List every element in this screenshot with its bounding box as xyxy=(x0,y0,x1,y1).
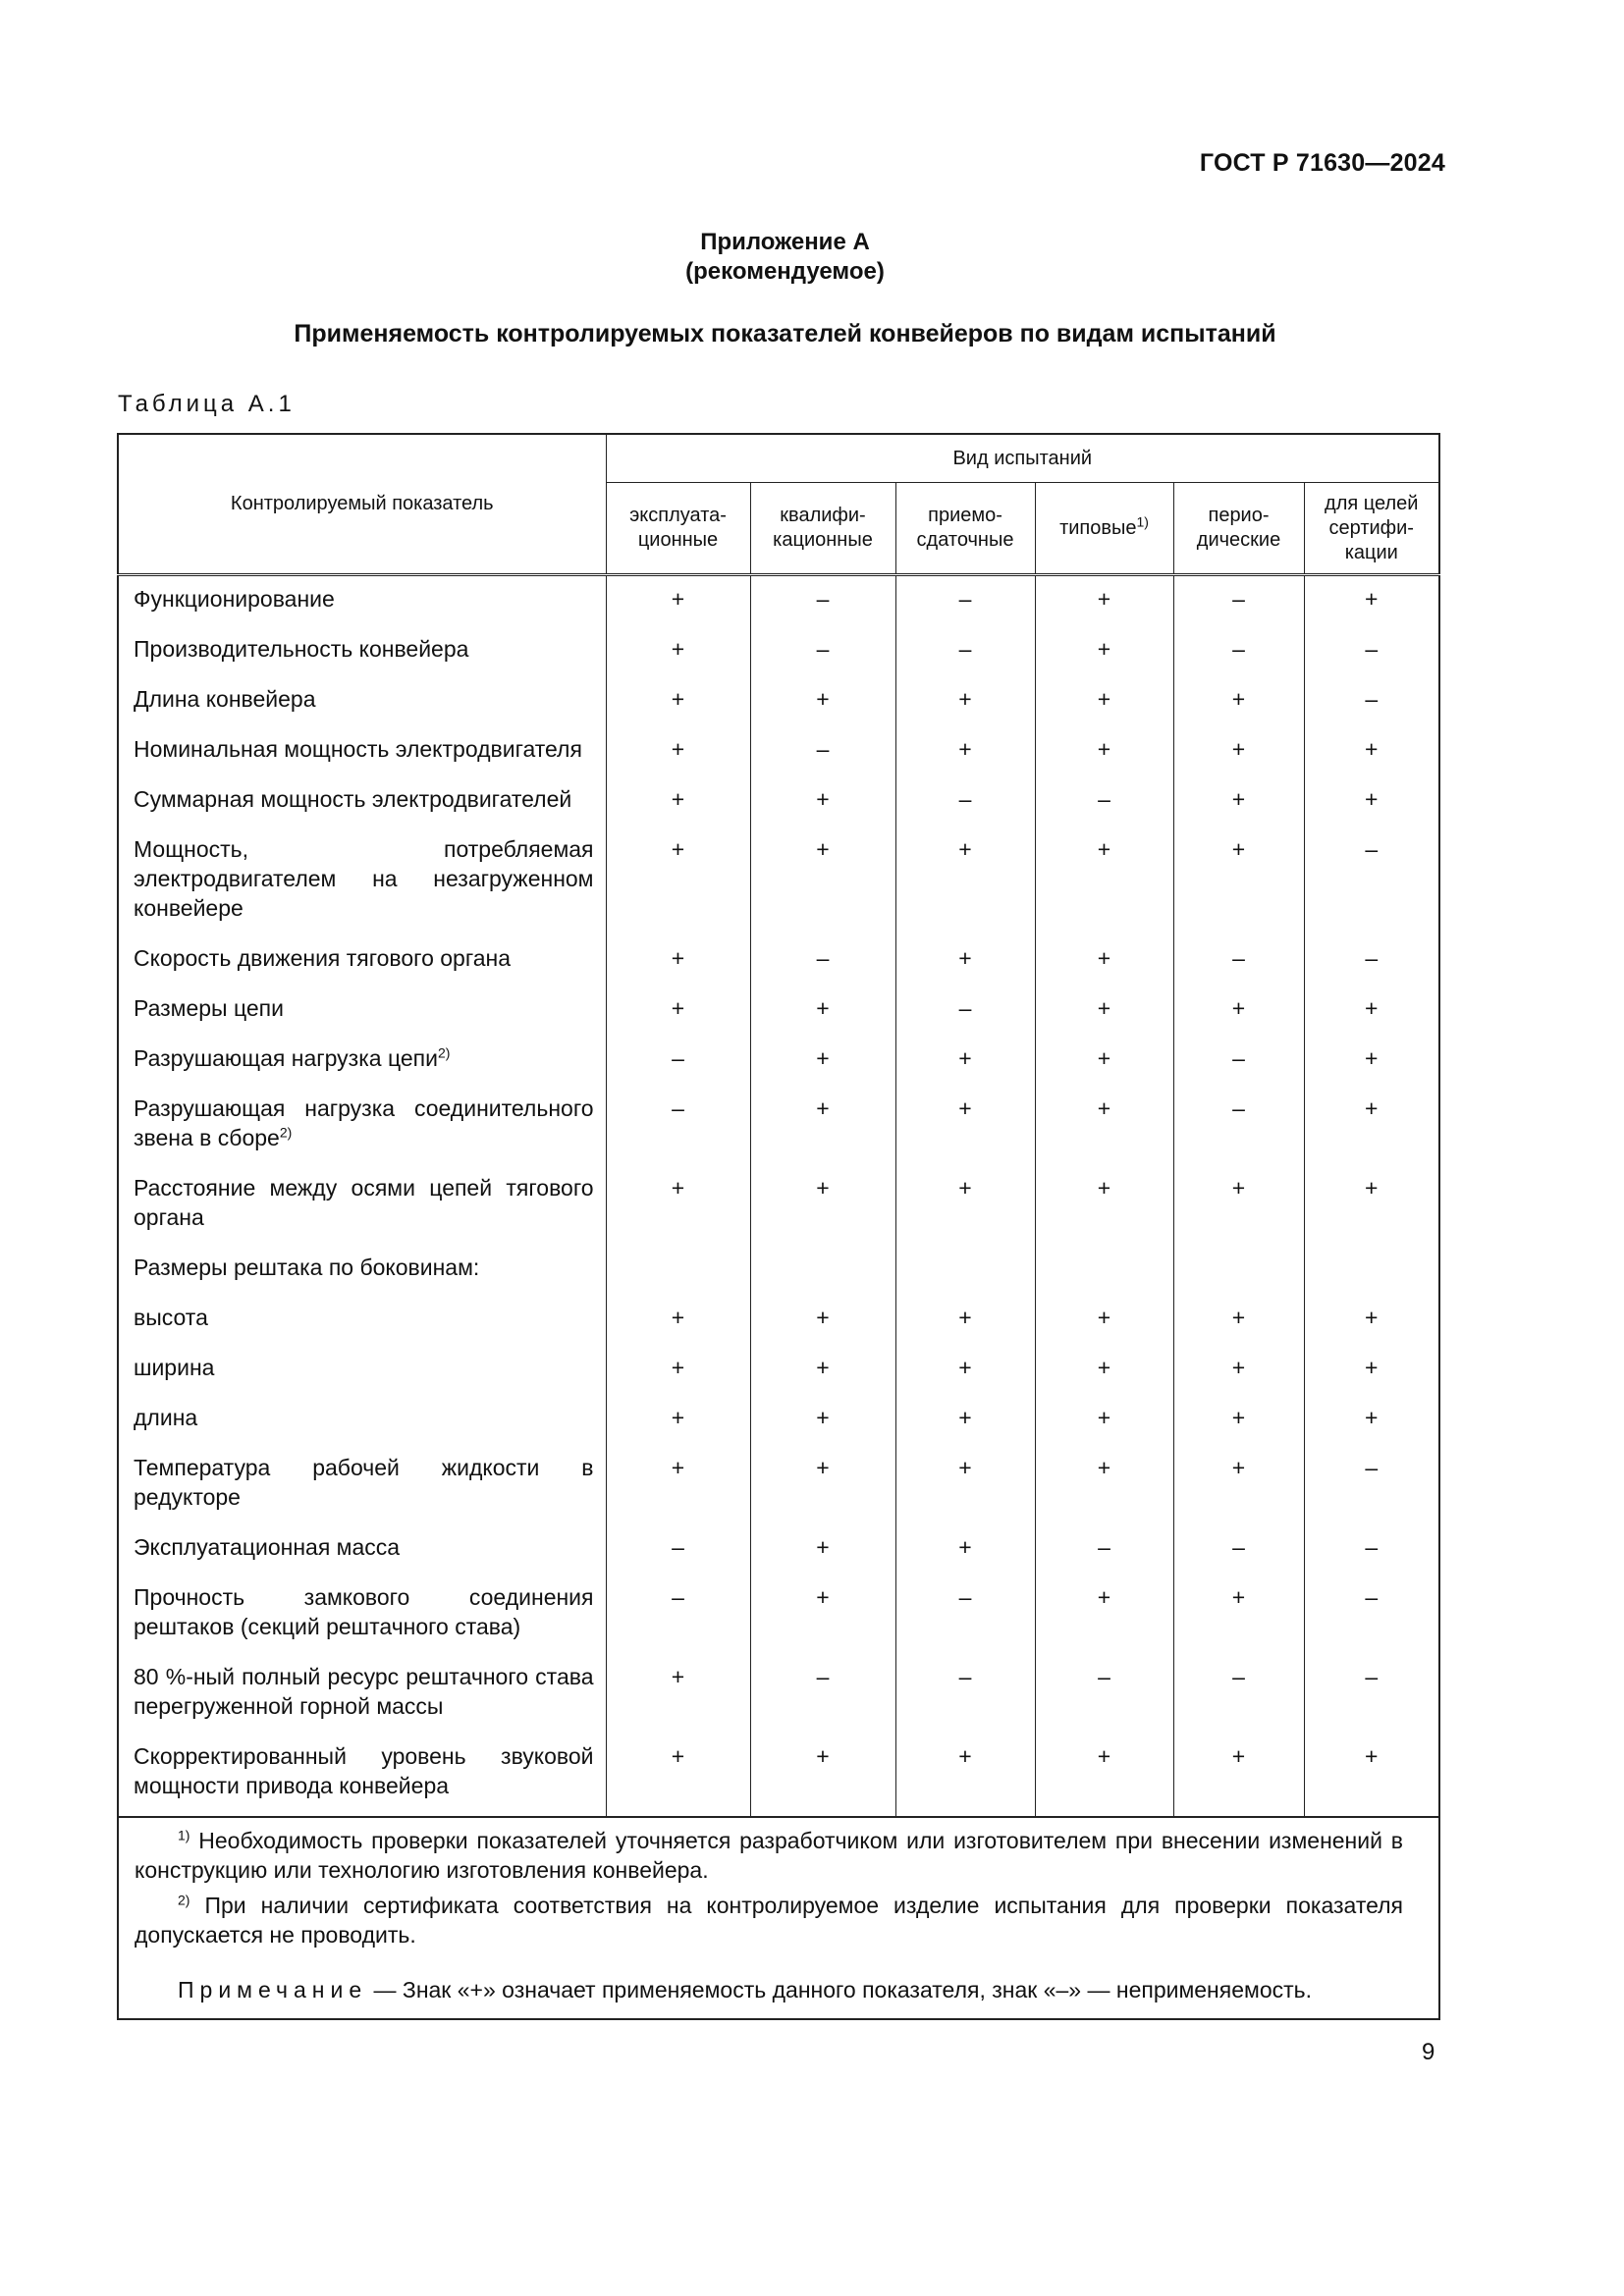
table-row xyxy=(118,1039,1439,1089)
parameter-name: Длина конвейера xyxy=(134,686,316,712)
applicability-cell: + xyxy=(895,679,1035,729)
parameter-name: Номинальная мощность электродвигателя xyxy=(134,736,582,762)
parameter-name: Суммарная мощность электродвигателей xyxy=(134,786,572,812)
applicability-cell: + xyxy=(1304,729,1439,779)
applicability-cell: + xyxy=(1035,629,1173,679)
parameter-name: длина xyxy=(134,1405,198,1430)
applicability-cell: – xyxy=(606,1527,750,1577)
table-row xyxy=(118,575,1439,630)
applicability-cell: – xyxy=(1173,1089,1304,1168)
applicability-cell: + xyxy=(1035,938,1173,988)
applicability-cell: + xyxy=(750,1398,895,1448)
applicability-cell: – xyxy=(1173,629,1304,679)
applicability-cell: + xyxy=(1035,988,1173,1039)
applicability-cell: + xyxy=(1173,1298,1304,1348)
applicability-cell: – xyxy=(895,779,1035,829)
test-type-column-header xyxy=(895,483,1035,575)
parameter-cell xyxy=(118,1398,606,1448)
applicability-cell: + xyxy=(750,1298,895,1348)
applicability-cell: + xyxy=(1304,575,1439,630)
applicability-cell: + xyxy=(750,1168,895,1248)
parameter-name: Размеры рештака по боковинам: xyxy=(134,1255,480,1280)
applicability-cell: + xyxy=(895,1168,1035,1248)
applicability-cell: + xyxy=(1173,1448,1304,1527)
applicability-cell: – xyxy=(1304,1448,1439,1527)
applicability-cell: + xyxy=(750,1348,895,1398)
parameter-cell xyxy=(118,1168,606,1248)
applicability-cell: + xyxy=(1304,1039,1439,1089)
applicability-cell: – xyxy=(1304,679,1439,729)
applicability-cell: – xyxy=(606,1039,750,1089)
parameter-cell xyxy=(118,1248,606,1298)
table-footnotes xyxy=(118,1817,1439,2019)
table-row xyxy=(118,1298,1439,1348)
applicability-cell: – xyxy=(1035,1657,1173,1736)
applicability-cell: – xyxy=(606,1089,750,1168)
applicability-cell: + xyxy=(1035,1577,1173,1657)
appendix-title: Приложение А xyxy=(700,229,870,255)
applicability-table-container xyxy=(117,433,1438,2020)
applicability-cell: + xyxy=(750,988,895,1039)
applicability-cell xyxy=(895,1248,1035,1298)
applicability-cell: + xyxy=(1035,1089,1173,1168)
table-row xyxy=(118,779,1439,829)
applicability-cell: + xyxy=(895,938,1035,988)
applicability-cell: + xyxy=(895,1089,1035,1168)
applicability-cell: + xyxy=(606,1298,750,1348)
appendix-subtitle: (рекомендуемое) xyxy=(685,258,885,285)
parameter-cell xyxy=(118,938,606,988)
applicability-cell: + xyxy=(750,679,895,729)
applicability-cell: – xyxy=(895,575,1035,630)
parameter-name: Размеры цепи xyxy=(134,995,284,1021)
applicability-cell: + xyxy=(1173,1398,1304,1448)
footnote-marker: 2) xyxy=(178,1892,190,1908)
applicability-cell: – xyxy=(750,629,895,679)
appendix-heading xyxy=(0,228,1570,287)
applicability-cell: + xyxy=(1035,729,1173,779)
footnote xyxy=(135,1891,1403,1949)
applicability-cell: – xyxy=(750,729,895,779)
table-row xyxy=(118,679,1439,729)
applicability-cell: – xyxy=(750,575,895,630)
table-row xyxy=(118,1168,1439,1248)
parameter-cell xyxy=(118,779,606,829)
applicability-cell: + xyxy=(1173,1736,1304,1817)
test-type-column-header xyxy=(606,483,750,575)
parameter-cell xyxy=(118,1039,606,1089)
footnote-marker: 1) xyxy=(178,1827,190,1843)
parameter-cell xyxy=(118,1298,606,1348)
parameter-cell xyxy=(118,1577,606,1657)
applicability-cell: – xyxy=(1173,1039,1304,1089)
page-number: 9 xyxy=(1422,2039,1435,2065)
table-row xyxy=(118,988,1439,1039)
applicability-cell: + xyxy=(895,1527,1035,1577)
applicability-cell: + xyxy=(606,729,750,779)
applicability-cell: – xyxy=(1173,1657,1304,1736)
applicability-cell: – xyxy=(1035,1527,1173,1577)
parameter-name: Мощность, потребляемая электродвигателем на незагруженном конвейере xyxy=(134,836,594,921)
applicability-cell xyxy=(750,1248,895,1298)
applicability-cell: + xyxy=(1173,988,1304,1039)
applicability-cell: – xyxy=(895,629,1035,679)
applicability-cell: + xyxy=(606,1448,750,1527)
applicability-cell: – xyxy=(895,988,1035,1039)
table-row xyxy=(118,829,1439,938)
applicability-cell: + xyxy=(750,829,895,938)
applicability-cell: – xyxy=(1304,1577,1439,1657)
applicability-cell: + xyxy=(750,779,895,829)
parameter-name: Скорость движения тягового органа xyxy=(134,945,512,971)
applicability-cell: + xyxy=(750,1527,895,1577)
table-row xyxy=(118,629,1439,679)
applicability-cell: + xyxy=(750,1577,895,1657)
applicability-cell: + xyxy=(1173,729,1304,779)
footnote-text: При наличии сертификата соответствия на контролируемое изделие испытания для проверки показателя допускается не проводить. xyxy=(135,1893,1403,1948)
test-type-group-header: Вид испытаний xyxy=(606,434,1439,483)
parameter-name: ширина xyxy=(134,1355,215,1380)
applicability-cell xyxy=(1035,1248,1173,1298)
applicability-cell: + xyxy=(895,1348,1035,1398)
parameter-name: 80 %-ный полный ресурс рештачного става перегруженной горной массы xyxy=(134,1664,594,1719)
applicability-cell xyxy=(606,1248,750,1298)
applicability-table xyxy=(117,433,1440,2020)
applicability-cell: + xyxy=(1304,1298,1439,1348)
applicability-cell: + xyxy=(1035,1448,1173,1527)
parameter-cell xyxy=(118,829,606,938)
applicability-cell xyxy=(1173,1248,1304,1298)
column-header-label: для целей сертифи- кации xyxy=(1325,492,1419,563)
parameter-cell xyxy=(118,1736,606,1817)
applicability-cell: + xyxy=(1035,1398,1173,1448)
table-row xyxy=(118,938,1439,988)
applicability-cell: – xyxy=(750,938,895,988)
applicability-cell: – xyxy=(895,1657,1035,1736)
footnote-marker: 1) xyxy=(1136,512,1149,529)
table-row xyxy=(118,1248,1439,1298)
applicability-cell: – xyxy=(895,1577,1035,1657)
applicability-cell: – xyxy=(1304,629,1439,679)
test-type-column-header xyxy=(1173,483,1304,575)
parameter-name: Прочность замкового соединения рештаков (секций рештачного става) xyxy=(134,1584,594,1639)
parameter-name: Скорректированный уровень звуковой мощности привода конвейера xyxy=(134,1743,594,1798)
column-header-label: типовые xyxy=(1059,516,1137,539)
parameter-name: Производительность конвейера xyxy=(134,636,469,662)
applicability-cell: + xyxy=(895,1398,1035,1448)
table-row xyxy=(118,1527,1439,1577)
table-row xyxy=(118,1348,1439,1398)
applicability-cell: + xyxy=(606,938,750,988)
note-text: — Знак «+» означает применяемость данного показателя, знак «–» — неприменяемость. xyxy=(373,1977,1313,2002)
applicability-cell: + xyxy=(606,1657,750,1736)
test-type-column-header xyxy=(1035,483,1173,575)
applicability-cell: + xyxy=(895,1298,1035,1348)
applicability-cell: + xyxy=(1173,779,1304,829)
column-header-label: перио- дические xyxy=(1196,505,1281,551)
table-row xyxy=(118,1577,1439,1657)
footnote xyxy=(135,1826,1403,1885)
applicability-cell: + xyxy=(1304,1168,1439,1248)
applicability-cell: + xyxy=(1035,575,1173,630)
document-title: Применяемость контролируемых показателей конвейеров по видам испытаний xyxy=(294,320,1276,347)
parameter-cell xyxy=(118,729,606,779)
applicability-cell xyxy=(1304,1248,1439,1298)
applicability-cell: – xyxy=(1304,1527,1439,1577)
parameter-name: Эксплуатационная масса xyxy=(134,1534,401,1560)
applicability-cell: + xyxy=(606,1168,750,1248)
column-header-label: эксплуата- ционные xyxy=(629,505,727,551)
footnote-marker: 2) xyxy=(279,1124,293,1141)
applicability-cell: – xyxy=(606,1577,750,1657)
table-row xyxy=(118,1448,1439,1527)
applicability-cell: + xyxy=(1173,679,1304,729)
applicability-cell: + xyxy=(1035,1039,1173,1089)
applicability-cell: + xyxy=(606,575,750,630)
applicability-cell: + xyxy=(1304,1348,1439,1398)
applicability-cell: + xyxy=(606,988,750,1039)
table-row xyxy=(118,729,1439,779)
applicability-cell: + xyxy=(750,1039,895,1089)
applicability-cell: + xyxy=(750,1736,895,1817)
applicability-cell: + xyxy=(606,679,750,729)
parameter-cell xyxy=(118,575,606,630)
test-type-column-header xyxy=(1304,483,1439,575)
parameter-cell xyxy=(118,988,606,1039)
table-label: Таблица А.1 xyxy=(118,391,296,417)
applicability-cell: + xyxy=(1304,1736,1439,1817)
applicability-cell: + xyxy=(895,729,1035,779)
table-row xyxy=(118,1657,1439,1736)
applicability-cell: + xyxy=(1304,779,1439,829)
applicability-cell: + xyxy=(1035,1736,1173,1817)
applicability-cell: – xyxy=(1304,829,1439,938)
parameter-name: Температура рабочей жидкости в редукторе xyxy=(134,1455,594,1510)
applicability-cell: – xyxy=(1173,938,1304,988)
applicability-cell: – xyxy=(1304,938,1439,988)
parameter-name: Функционирование xyxy=(134,586,335,612)
applicability-cell: – xyxy=(750,1657,895,1736)
applicability-cell: + xyxy=(1035,1348,1173,1398)
applicability-cell: + xyxy=(750,1089,895,1168)
applicability-cell: + xyxy=(606,1348,750,1398)
applicability-cell: + xyxy=(750,1448,895,1527)
applicability-cell: + xyxy=(1035,829,1173,938)
applicability-cell: – xyxy=(1173,575,1304,630)
note-label: Примечание xyxy=(178,1977,368,2002)
applicability-cell: – xyxy=(1035,779,1173,829)
applicability-cell: + xyxy=(895,1039,1035,1089)
table-row xyxy=(118,1736,1439,1817)
parameter-cell xyxy=(118,1657,606,1736)
parameter-cell xyxy=(118,1527,606,1577)
test-type-column-header xyxy=(750,483,895,575)
parameter-cell xyxy=(118,1089,606,1168)
applicability-cell: – xyxy=(1173,1527,1304,1577)
parameter-name: Расстояние между осями цепей тягового органа xyxy=(134,1175,594,1230)
applicability-cell: + xyxy=(1304,1089,1439,1168)
parameter-cell xyxy=(118,679,606,729)
parameter-cell xyxy=(118,1348,606,1398)
parameter-cell xyxy=(118,629,606,679)
applicability-cell: + xyxy=(606,1736,750,1817)
parameter-cell xyxy=(118,1448,606,1527)
applicability-cell: + xyxy=(895,829,1035,938)
param-column-header: Контролируемый показатель xyxy=(118,434,606,575)
column-header-label: квалифи- кационные xyxy=(773,505,873,551)
applicability-cell: + xyxy=(1173,829,1304,938)
applicability-cell: + xyxy=(606,829,750,938)
applicability-cell: + xyxy=(895,1448,1035,1527)
column-header-label: приемо- сдаточные xyxy=(916,505,1014,551)
applicability-cell: + xyxy=(1173,1577,1304,1657)
applicability-cell: + xyxy=(1173,1168,1304,1248)
parameter-name: высота xyxy=(134,1305,208,1330)
table-row xyxy=(118,1398,1439,1448)
applicability-cell: + xyxy=(1304,988,1439,1039)
applicability-cell: + xyxy=(1035,679,1173,729)
footnote-text: Необходимость проверки показателей уточняется разработчиком или изготовителем при внесении изменений в конструкцию или технологию изготовления конвейера. xyxy=(135,1828,1403,1883)
table-note xyxy=(135,1975,1403,2004)
applicability-cell: – xyxy=(1304,1657,1439,1736)
parameter-name: Разрушающая нагрузка цепи xyxy=(134,1045,438,1071)
applicability-cell: + xyxy=(606,779,750,829)
parameter-name: Разрушающая нагрузка соединительного звена в сборе xyxy=(134,1095,594,1150)
applicability-cell: + xyxy=(1173,1348,1304,1398)
applicability-cell: + xyxy=(1035,1168,1173,1248)
applicability-cell: + xyxy=(606,629,750,679)
applicability-cell: + xyxy=(1304,1398,1439,1448)
footnote-marker: 2) xyxy=(437,1044,451,1061)
applicability-cell: + xyxy=(1035,1298,1173,1348)
applicability-cell: + xyxy=(606,1398,750,1448)
table-row xyxy=(118,1089,1439,1168)
document-code: ГОСТ Р 71630—2024 xyxy=(1199,149,1445,177)
applicability-cell: + xyxy=(895,1736,1035,1817)
